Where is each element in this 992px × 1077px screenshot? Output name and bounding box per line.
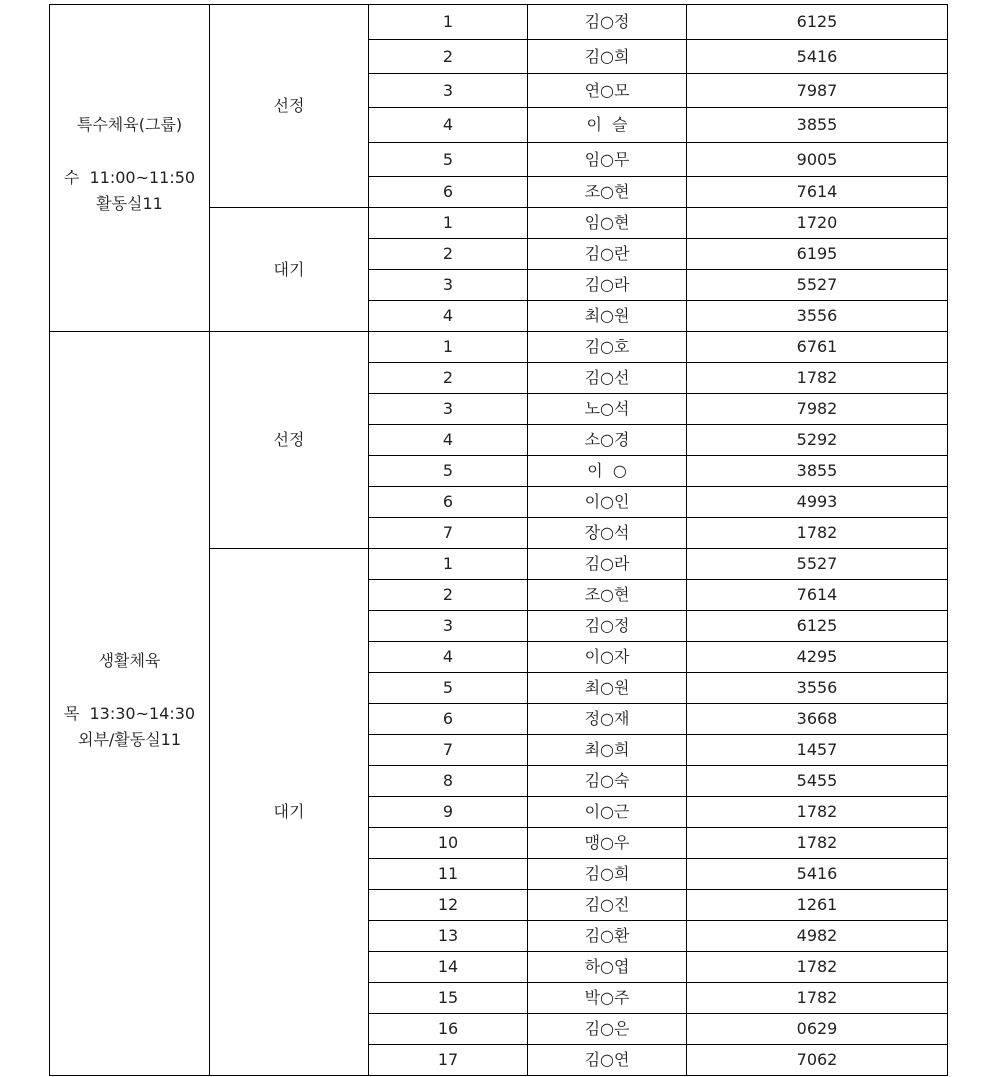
program-line: 목 13:30~14:30: [63, 703, 196, 723]
participant-name: 김○희: [528, 859, 687, 890]
program-line: [50, 677, 209, 703]
program-cell: [50, 5, 210, 332]
participant-code: 3855: [687, 456, 948, 487]
program-cell: [50, 332, 210, 1076]
row-number: 6: [369, 487, 528, 518]
participant-code: 7614: [687, 580, 948, 611]
participant-name: 맹○우: [528, 828, 687, 859]
row-number: 11: [369, 859, 528, 890]
participant-code: 1457: [687, 735, 948, 766]
participant-code: 6761: [687, 332, 948, 363]
participant-code: 4993: [687, 487, 948, 518]
participant-name: 이 ○: [528, 456, 687, 487]
program-line: 생활체육: [98, 650, 161, 670]
participant-code: 1782: [687, 518, 948, 549]
roster-table: [49, 4, 948, 1076]
row-number: 3: [369, 394, 528, 425]
participant-code: 7614: [687, 177, 948, 208]
participant-name: 조○현: [528, 580, 687, 611]
program-line: [50, 142, 209, 168]
row-number: 2: [369, 239, 528, 270]
participant-code: 5416: [687, 40, 948, 74]
participant-name: 최○희: [528, 735, 687, 766]
participant-code: 3855: [687, 108, 948, 143]
participant-name: 박○주: [528, 983, 687, 1014]
participant-code: 1782: [687, 828, 948, 859]
status-cell: 선정: [210, 332, 369, 549]
row-number: 15: [369, 983, 528, 1014]
participant-code: 4982: [687, 921, 948, 952]
participant-code: 4295: [687, 642, 948, 673]
row-number: 8: [369, 766, 528, 797]
participant-code: 7982: [687, 394, 948, 425]
participant-name: 김○숙: [528, 766, 687, 797]
participant-code: 7062: [687, 1045, 948, 1076]
participant-name: 노○석: [528, 394, 687, 425]
row-number: 4: [369, 108, 528, 143]
participant-code: 5527: [687, 549, 948, 580]
program-line: 수 11:00~11:50: [63, 168, 196, 187]
participant-name: 이○인: [528, 487, 687, 518]
participant-code: 6195: [687, 239, 948, 270]
participant-name: 임○무: [528, 143, 687, 177]
row-number: 1: [369, 208, 528, 239]
row-number: 6: [369, 177, 528, 208]
participant-code: 6125: [687, 611, 948, 642]
row-number: 2: [369, 40, 528, 74]
row-number: 7: [369, 735, 528, 766]
participant-name: 김○란: [528, 239, 687, 270]
participant-name: 연○모: [528, 74, 687, 108]
row-number: 1: [369, 549, 528, 580]
participant-code: 1782: [687, 983, 948, 1014]
participant-name: 이 슬: [528, 108, 687, 143]
row-number: 3: [369, 611, 528, 642]
program-line: 활동실11: [96, 194, 163, 214]
participant-code: 1261: [687, 890, 948, 921]
status-cell: 대기: [210, 208, 369, 332]
table-row: [50, 5, 948, 40]
table-row: [50, 332, 948, 363]
row-number: 5: [369, 673, 528, 704]
row-number: 5: [369, 456, 528, 487]
row-number: 4: [369, 642, 528, 673]
row-number: 14: [369, 952, 528, 983]
row-number: 17: [369, 1045, 528, 1076]
participant-code: 1782: [687, 797, 948, 828]
participant-code: 5455: [687, 766, 948, 797]
participant-code: 9005: [687, 143, 948, 177]
row-number: 2: [369, 580, 528, 611]
row-number: 3: [369, 270, 528, 301]
participant-name: 김○희: [528, 40, 687, 74]
row-number: 13: [369, 921, 528, 952]
participant-name: 김○라: [528, 549, 687, 580]
participant-name: 김○정: [528, 611, 687, 642]
participant-code: 5527: [687, 270, 948, 301]
participant-code: 5416: [687, 859, 948, 890]
participant-name: 소○경: [528, 425, 687, 456]
participant-name: 이○자: [528, 642, 687, 673]
participant-code: 3668: [687, 704, 948, 735]
row-number: 4: [369, 425, 528, 456]
participant-code: 3556: [687, 673, 948, 704]
participant-code: 1782: [687, 363, 948, 394]
participant-code: 1782: [687, 952, 948, 983]
row-number: 1: [369, 332, 528, 363]
participant-name: 김○환: [528, 921, 687, 952]
participant-name: 임○현: [528, 208, 687, 239]
participant-name: 장○석: [528, 518, 687, 549]
roster-body: [50, 5, 948, 1076]
row-number: 4: [369, 301, 528, 332]
participant-name: 김○진: [528, 890, 687, 921]
participant-code: 1720: [687, 208, 948, 239]
status-cell: 대기: [210, 549, 369, 1076]
participant-name: 김○선: [528, 363, 687, 394]
participant-name: 김○은: [528, 1014, 687, 1045]
participant-code: 0629: [687, 1014, 948, 1045]
row-number: 10: [369, 828, 528, 859]
row-number: 12: [369, 890, 528, 921]
participant-name: 조○현: [528, 177, 687, 208]
participant-code: 3556: [687, 301, 948, 332]
row-number: 6: [369, 704, 528, 735]
participant-name: 최○원: [528, 301, 687, 332]
participant-name: 최○원: [528, 673, 687, 704]
participant-code: 6125: [687, 5, 948, 40]
row-number: 16: [369, 1014, 528, 1045]
status-cell: 선정: [210, 5, 369, 208]
participant-code: 7987: [687, 74, 948, 108]
row-number: 1: [369, 5, 528, 40]
participant-name: 정○재: [528, 704, 687, 735]
row-number: 2: [369, 363, 528, 394]
program-line: 외부/활동실11: [77, 729, 182, 749]
participant-name: 이○근: [528, 797, 687, 828]
program-line: 특수체육(그룹): [76, 115, 183, 135]
participant-name: 하○엽: [528, 952, 687, 983]
participant-name: 김○정: [528, 5, 687, 40]
participant-code: 5292: [687, 425, 948, 456]
row-number: 3: [369, 74, 528, 108]
row-number: 9: [369, 797, 528, 828]
row-number: 7: [369, 518, 528, 549]
participant-name: 김○라: [528, 270, 687, 301]
participant-name: 김○연: [528, 1045, 687, 1076]
participant-name: 김○호: [528, 332, 687, 363]
row-number: 5: [369, 143, 528, 177]
